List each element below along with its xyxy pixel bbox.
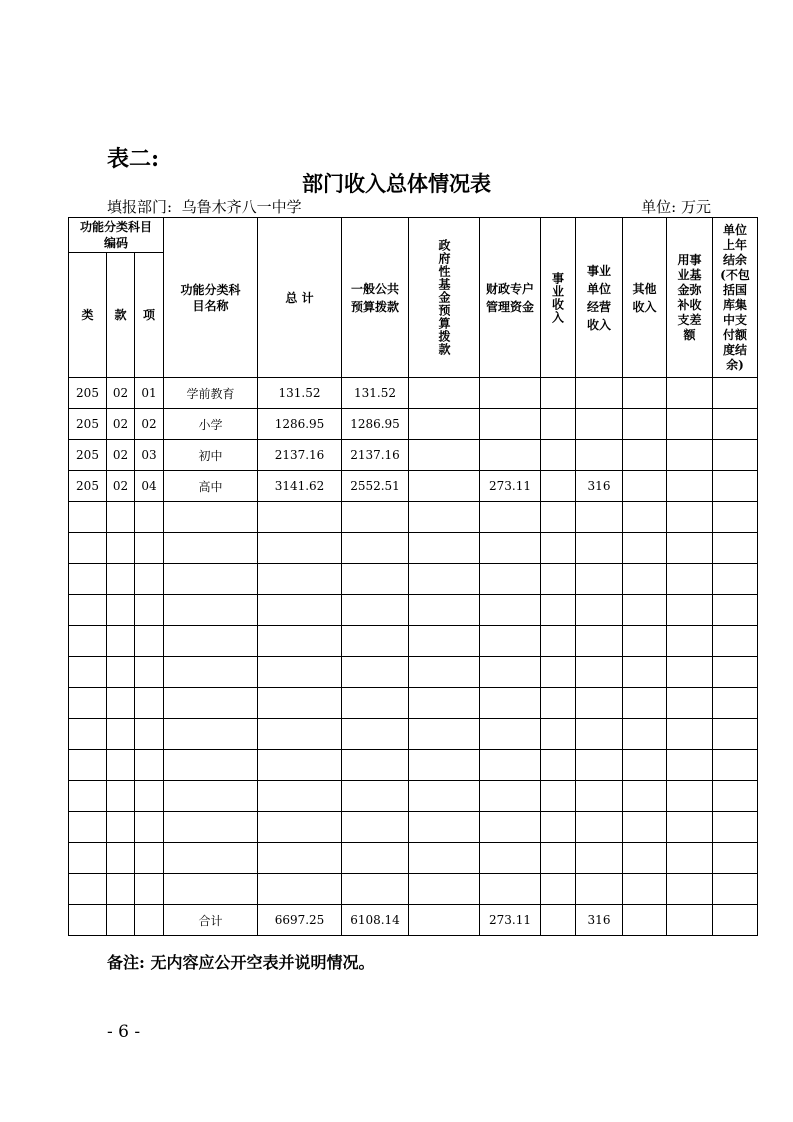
header-name: 功能分类科目名称: [164, 218, 258, 378]
cell-xiang: 04: [135, 471, 164, 502]
header-carryover: 单位上年结余(不包括国库集中支付额度结余): [713, 218, 758, 378]
total-fund: [667, 905, 713, 936]
cell-business: [541, 409, 576, 440]
fill-department-label: 填报部门:: [107, 198, 173, 216]
cell-general: 1286.95: [342, 409, 409, 440]
header-xiang: 项: [135, 253, 164, 378]
empty-row: [69, 657, 758, 688]
cell-business: [541, 378, 576, 409]
total-gov-fund: [409, 905, 480, 936]
cell-business: [541, 471, 576, 502]
fill-department: [107, 196, 302, 217]
header-gov-fund: 政府性基金预算拨款: [409, 218, 480, 378]
cell-special: [480, 378, 541, 409]
cell-gov-fund: [409, 378, 480, 409]
cell-business: [541, 440, 576, 471]
table-row: [69, 440, 758, 471]
cell-name: 小学: [164, 409, 258, 440]
income-table: [68, 217, 758, 936]
header-total: 总 计: [258, 218, 342, 378]
empty-row: [69, 874, 758, 905]
cell-name: 初中: [164, 440, 258, 471]
cell-lei: 205: [69, 440, 107, 471]
empty-row: [69, 502, 758, 533]
cell-total: 1286.95: [258, 409, 342, 440]
header-general: 一般公共预算拨款: [342, 218, 409, 378]
total-operating: 316: [576, 905, 623, 936]
table-row: [69, 471, 758, 502]
header-special-account: 财政专户管理资金: [480, 218, 541, 378]
page-title: 部门收入总体情况表: [302, 171, 491, 196]
total-label: 合计: [164, 905, 258, 936]
cell-fund: [667, 409, 713, 440]
cell-name: 高中: [164, 471, 258, 502]
cell-special: [480, 409, 541, 440]
header-operating-income: 事业单位经营收入: [576, 218, 623, 378]
cell-kuan: 02: [107, 440, 135, 471]
cell-total: 2137.16: [258, 440, 342, 471]
cell-other: [623, 409, 667, 440]
cell-general: 2137.16: [342, 440, 409, 471]
total-general: 6108.14: [342, 905, 409, 936]
empty-row: [69, 843, 758, 874]
cell-total: 131.52: [258, 378, 342, 409]
total-business: [541, 905, 576, 936]
cell-xiang: 02: [135, 409, 164, 440]
page-number: - 6 -: [107, 1022, 141, 1042]
cell-fund: [667, 471, 713, 502]
cell-general: 2552.51: [342, 471, 409, 502]
cell-gov-fund: [409, 440, 480, 471]
cell-fund: [667, 378, 713, 409]
cell-name: 学前教育: [164, 378, 258, 409]
cell-xiang: 01: [135, 378, 164, 409]
total-carry: [713, 905, 758, 936]
total-total: 6697.25: [258, 905, 342, 936]
empty-row: [69, 812, 758, 843]
header-business-income: 事业收入: [541, 218, 576, 378]
header-fund-subsidy: 用事业基金弥补收支差额: [667, 218, 713, 378]
cell-fund: [667, 440, 713, 471]
cell-general: 131.52: [342, 378, 409, 409]
cell-special: [480, 440, 541, 471]
cell-xiang: 03: [135, 440, 164, 471]
cell-operating: [576, 409, 623, 440]
header-lei: 类: [69, 253, 107, 378]
cell-operating: [576, 378, 623, 409]
cell-carry: [713, 378, 758, 409]
table-row: [69, 378, 758, 409]
total-special: 273.11: [480, 905, 541, 936]
cell-other: [623, 378, 667, 409]
footnote: 备注: 无内容应公开空表并说明情况。: [107, 953, 375, 972]
cell-lei: 205: [69, 471, 107, 502]
table-row: [69, 409, 758, 440]
cell-lei: 205: [69, 409, 107, 440]
cell-kuan: 02: [107, 471, 135, 502]
empty-row: [69, 533, 758, 564]
cell-gov-fund: [409, 471, 480, 502]
empty-row: [69, 781, 758, 812]
empty-row: [69, 688, 758, 719]
empty-row: [69, 626, 758, 657]
header-code-group: 功能分类科目编码: [69, 218, 164, 253]
total-row: [69, 905, 758, 936]
empty-row: [69, 564, 758, 595]
empty-row: [69, 719, 758, 750]
cell-gov-fund: [409, 409, 480, 440]
empty-row: [69, 595, 758, 626]
total-other: [623, 905, 667, 936]
cell-other: [623, 440, 667, 471]
cell-carry: [713, 471, 758, 502]
unit-label: 单位: 万元: [641, 198, 711, 216]
cell-kuan: 02: [107, 378, 135, 409]
fill-department-value: 乌鲁木齐八一中学: [181, 198, 302, 216]
cell-kuan: 02: [107, 409, 135, 440]
header-other-income: 其他收入: [623, 218, 667, 378]
cell-operating: 316: [576, 471, 623, 502]
cell-other: [623, 471, 667, 502]
cell-special: 273.11: [480, 471, 541, 502]
cell-carry: [713, 409, 758, 440]
cell-lei: 205: [69, 378, 107, 409]
cell-carry: [713, 440, 758, 471]
header-kuan: 款: [107, 253, 135, 378]
table-label: 表二:: [107, 146, 160, 172]
empty-row: [69, 750, 758, 781]
cell-total: 3141.62: [258, 471, 342, 502]
cell-operating: [576, 440, 623, 471]
